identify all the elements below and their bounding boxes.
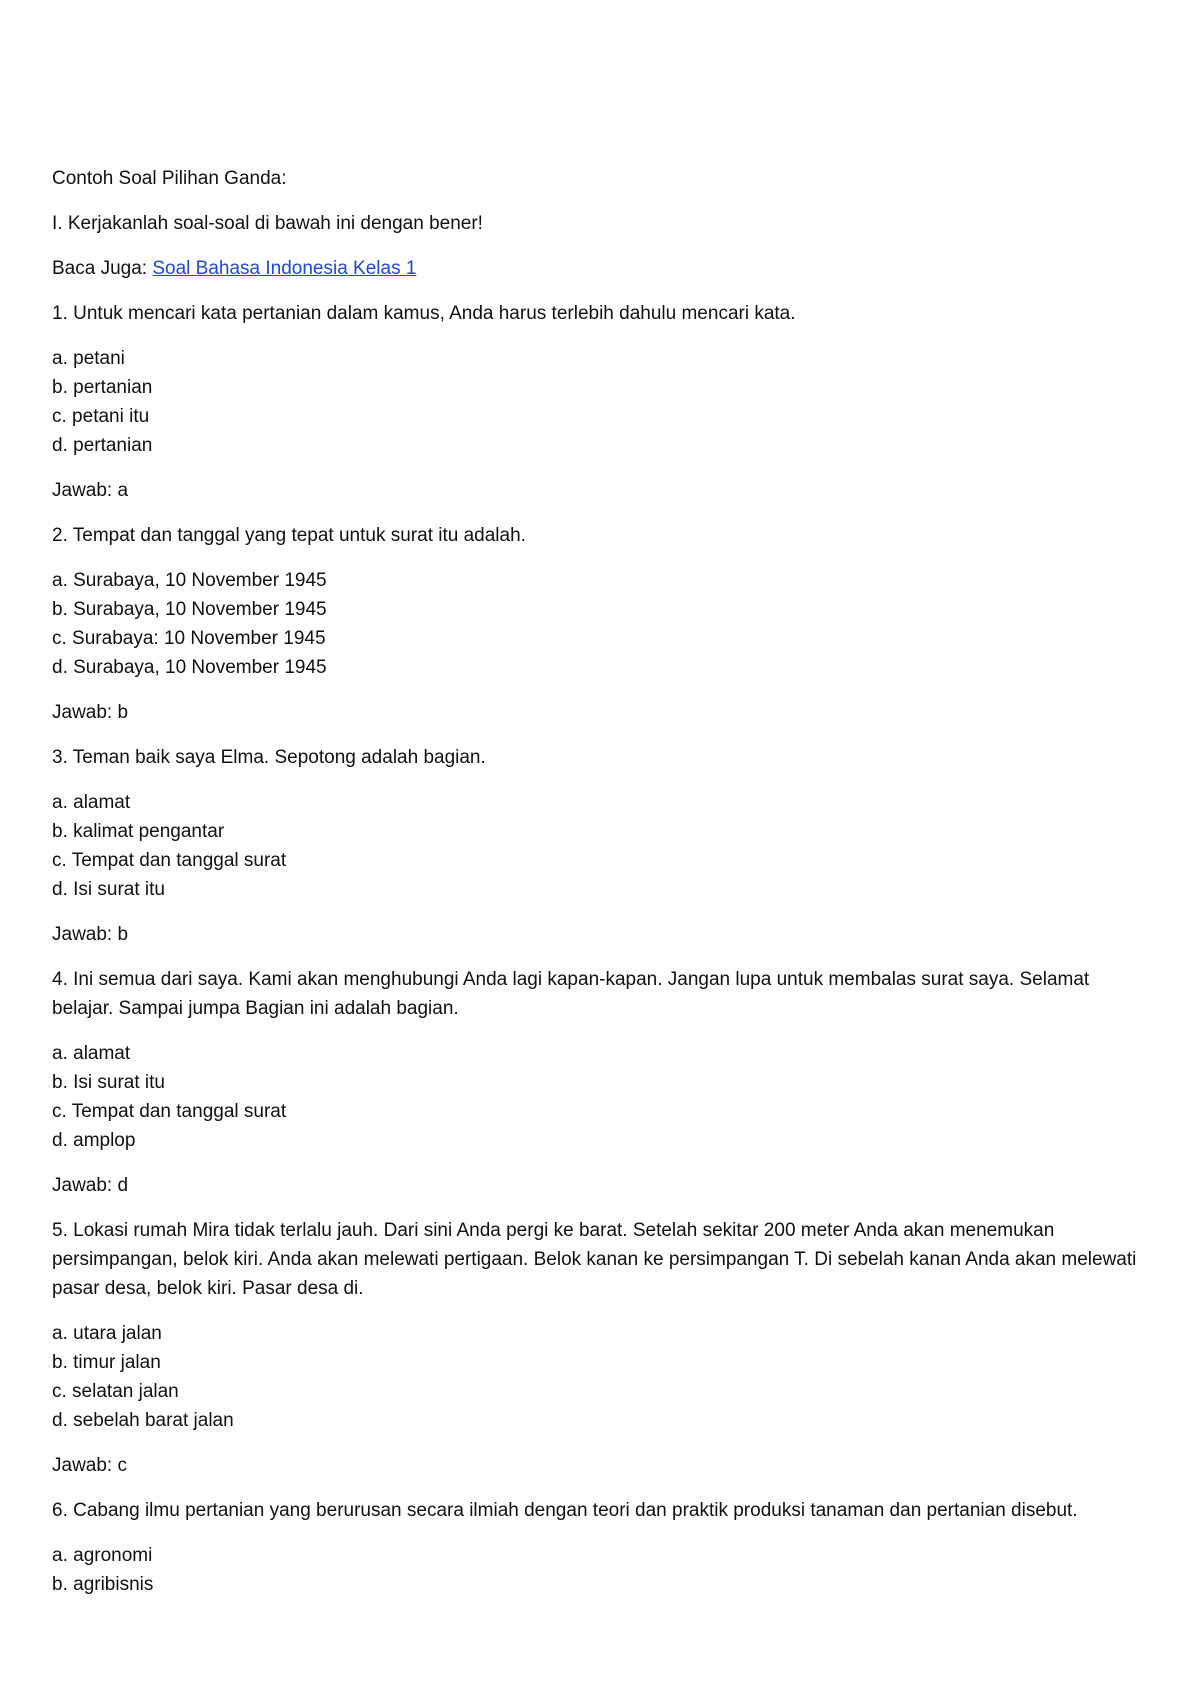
option-item: b. kalimat pengantar <box>52 821 225 842</box>
option-item: a. alamat <box>52 1043 131 1064</box>
answer-text: Jawab: d <box>52 1175 129 1196</box>
question-text: 5. Lokasi rumah Mira tidak terlalu jauh. Dari sini Anda pergi ke barat. Setelah sekitar 200 meter Anda akan menemukan persimpangan, belok kiri. Anda akan melewati pertigaan. Belok kanan ke persimpangan T. Di sebelah kanan Anda akan melewati pasar desa, belok kiri. Pasar desa di. <box>52 1220 1137 1299</box>
option-item: b. Isi surat itu <box>52 1072 165 1093</box>
option-item: a. petani <box>52 348 125 369</box>
option-item: d. Isi surat itu <box>52 879 165 900</box>
option-item: a. alamat <box>52 792 131 813</box>
option-item: d. pertanian <box>52 435 153 456</box>
option-list <box>52 566 1152 682</box>
answer-text: Jawab: b <box>52 702 129 723</box>
question-block <box>52 743 1152 949</box>
question-block <box>52 1496 1152 1599</box>
option-list <box>52 788 1152 904</box>
option-item: c. Tempat dan tanggal surat <box>52 1101 287 1122</box>
option-list <box>52 344 1152 460</box>
question-text: 3. Teman baik saya Elma. Sepotong adalah bagian. <box>52 747 486 768</box>
question-text: 2. Tempat dan tanggal yang tepat untuk surat itu adalah. <box>52 525 526 546</box>
option-item: b. agribisnis <box>52 1574 154 1595</box>
option-item: c. petani itu <box>52 406 150 427</box>
option-item: a. Surabaya, 10 November 1945 <box>52 570 327 591</box>
option-item: c. Tempat dan tanggal surat <box>52 850 287 871</box>
option-list <box>52 1039 1152 1155</box>
option-item: a. utara jalan <box>52 1323 162 1344</box>
option-item: d. sebelah barat jalan <box>52 1410 234 1431</box>
answer-text: Jawab: a <box>52 480 129 501</box>
baca-juga-line <box>52 254 1152 283</box>
document-title: Contoh Soal Pilihan Ganda: <box>52 168 287 189</box>
answer-text: Jawab: b <box>52 924 129 945</box>
baca-juga-link[interactable]: Soal Bahasa Indonesia Kelas 1 <box>152 258 417 279</box>
option-item: b. timur jalan <box>52 1352 161 1373</box>
question-text: 6. Cabang ilmu pertanian yang berurusan secara ilmiah dengan teori dan praktik produksi tanaman dan pertanian disebut. <box>52 1500 1078 1521</box>
question-block <box>52 521 1152 727</box>
baca-juga-label: Baca Juga: <box>52 258 153 279</box>
question-block <box>52 299 1152 505</box>
option-item: b. Surabaya, 10 November 1945 <box>52 599 327 620</box>
option-list <box>52 1541 1152 1599</box>
question-block <box>52 1216 1152 1480</box>
option-item: d. amplop <box>52 1130 136 1151</box>
question-text: 4. Ini semua dari saya. Kami akan menghubungi Anda lagi kapan-kapan. Jangan lupa untuk membalas surat saya. Selamat belajar. Sampai jumpa Bagian ini adalah bagian. <box>52 969 1090 1019</box>
option-item: a. agronomi <box>52 1545 153 1566</box>
answer-text: Jawab: c <box>52 1455 127 1476</box>
option-list <box>52 1319 1152 1435</box>
document-page <box>52 164 1152 1615</box>
question-list <box>52 299 1152 1599</box>
instruction-text: I. Kerjakanlah soal-soal di bawah ini dengan bener! <box>52 213 483 234</box>
question-text: 1. Untuk mencari kata pertanian dalam kamus, Anda harus terlebih dahulu mencari kata. <box>52 303 796 324</box>
question-block <box>52 965 1152 1200</box>
option-item: c. Surabaya: 10 November 1945 <box>52 628 326 649</box>
option-item: b. pertanian <box>52 377 153 398</box>
option-item: d. Surabaya, 10 November 1945 <box>52 657 327 678</box>
option-item: c. selatan jalan <box>52 1381 179 1402</box>
